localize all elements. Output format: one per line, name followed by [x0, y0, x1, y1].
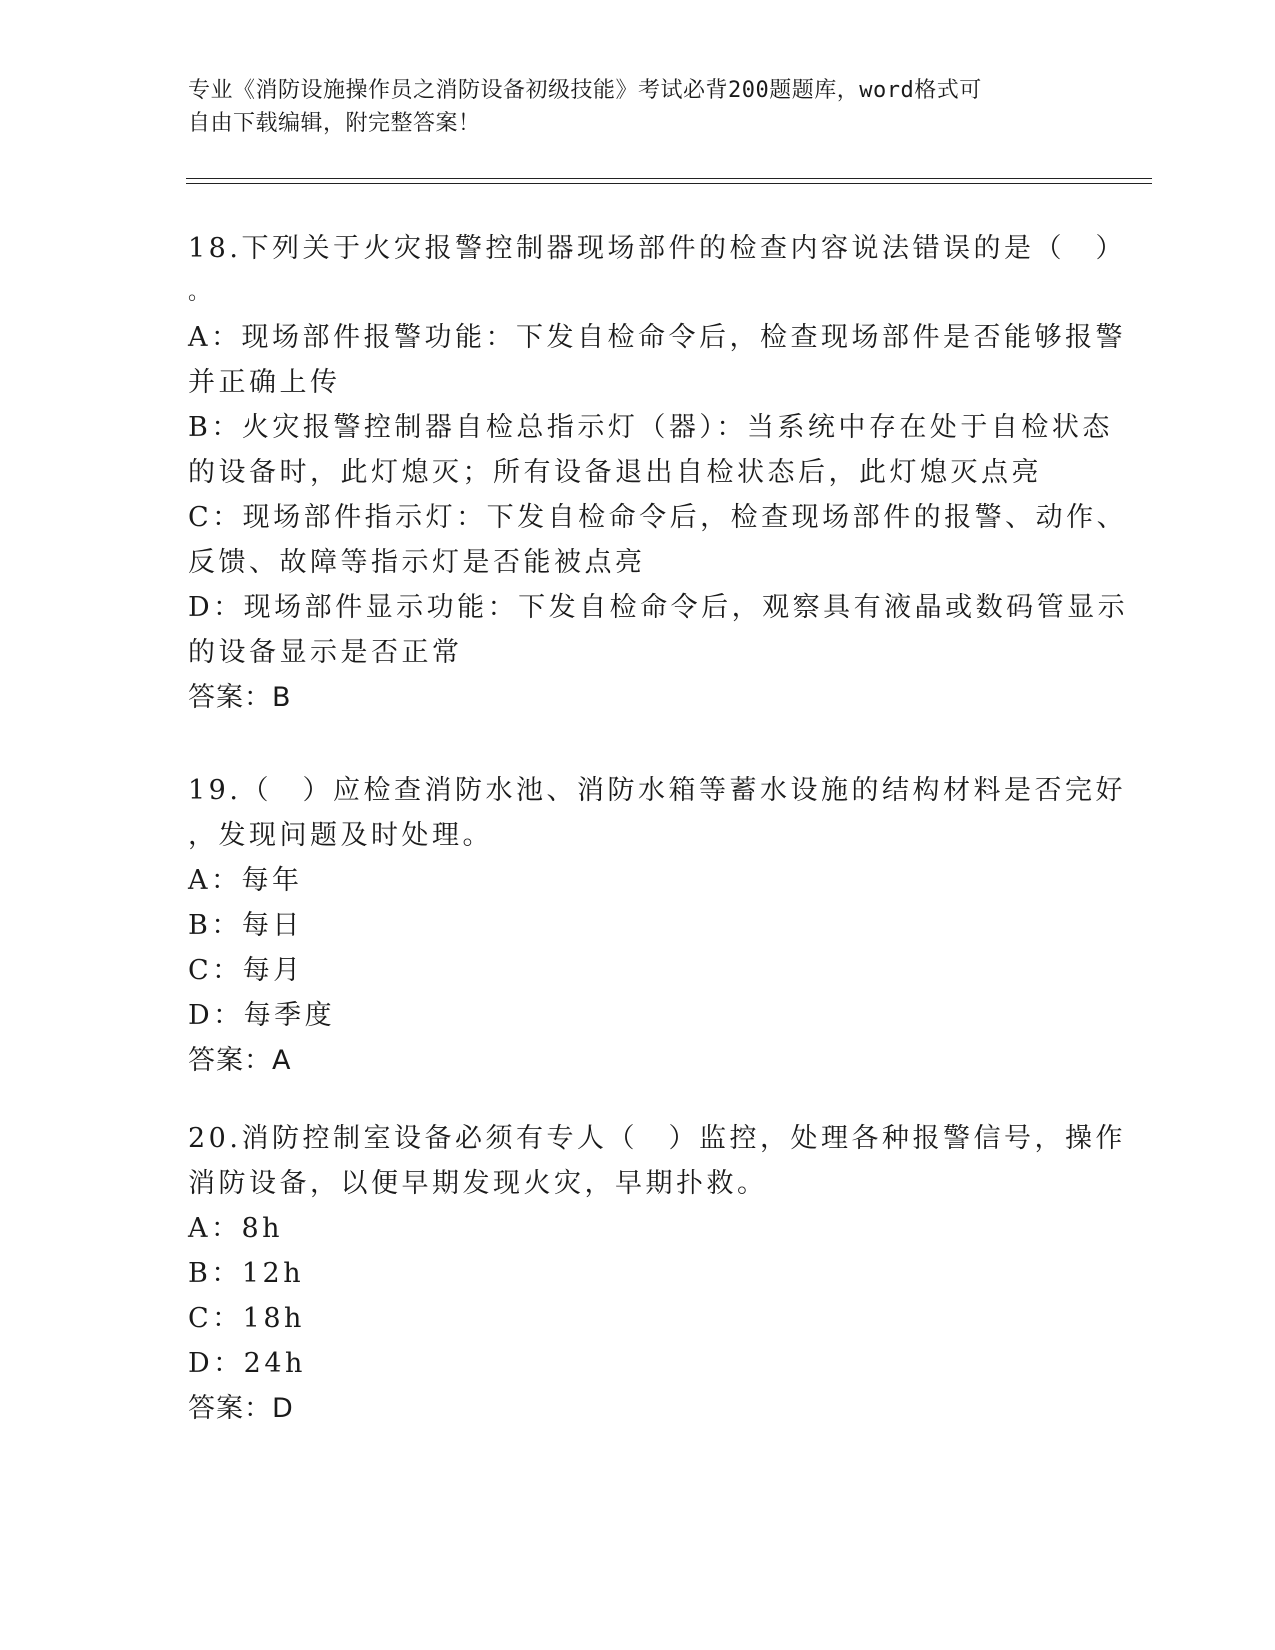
- question-stem: [188, 226, 1126, 315]
- question-stem: [188, 1116, 1126, 1206]
- option-b: [188, 1251, 1068, 1296]
- document-header: [188, 74, 1068, 140]
- option-line: C：每月: [188, 955, 304, 986]
- stem-line: 消防设备，以便早期发现火灾，早期扑救。: [188, 1168, 768, 1199]
- option-c: [188, 1296, 1068, 1341]
- option-line: 并正确上传: [188, 367, 341, 398]
- option-line: D：每季度: [188, 1000, 336, 1031]
- option-line: B：每日: [188, 910, 303, 941]
- option-line: A：现场部件报警功能：下发自检命令后，检查现场部件是否能够报警: [188, 322, 1126, 353]
- option-d: [188, 1341, 1068, 1386]
- option-b: [188, 405, 1113, 495]
- stem-line: 18.下列关于火灾报警控制器现场部件的检查内容说法错误的是（ ）: [188, 233, 1126, 264]
- option-b: [188, 903, 1068, 948]
- option-a: [188, 315, 1126, 405]
- question-20: [188, 1116, 1126, 1432]
- option-line: D：24h: [188, 1348, 306, 1379]
- option-d: [188, 993, 1068, 1038]
- answer-label: 答案：D: [188, 1393, 294, 1424]
- stem-line: 。: [188, 280, 214, 305]
- header-line-2: 自由下载编辑，附完整答案！: [188, 111, 481, 136]
- option-a: [188, 858, 1068, 903]
- question-18: [188, 226, 1129, 721]
- answer-label: 答案：A: [188, 1045, 292, 1076]
- header-line-1: 专业《消防设施操作员之消防设备初级技能》考试必背200题题库，word格式可: [188, 78, 982, 103]
- stem-line: 19.（ ）应检查消防水池、消防水箱等蓄水设施的结构材料是否完好: [188, 775, 1126, 806]
- question-19: [188, 768, 1126, 1084]
- option-line: 的设备显示是否正常: [188, 637, 463, 668]
- option-c: [188, 948, 1068, 993]
- option-line: B：火灾报警控制器自检总指示灯（器）：当系统中存在处于自检状态: [188, 412, 1113, 443]
- option-a: [188, 1206, 1068, 1251]
- question-stem: [188, 768, 1126, 858]
- option-line: B：12h: [188, 1258, 305, 1289]
- header-divider-top: [186, 178, 1152, 179]
- option-line: 的设备时，此灯熄灭；所有设备退出自检状态后，此灯熄灭点亮: [188, 457, 1042, 488]
- stem-line: 20.消防控制室设备必须有专人（ ）监控，处理各种报警信号，操作: [188, 1123, 1126, 1154]
- option-line: A：8h: [188, 1213, 284, 1244]
- stem-line: ，发现问题及时处理。: [188, 820, 493, 851]
- option-line: C：18h: [188, 1303, 305, 1334]
- answer-label: 答案：B: [188, 682, 292, 713]
- header-divider-bottom: [186, 183, 1152, 184]
- option-line: D：现场部件显示功能：下发自检命令后，观察具有液晶或数码管显示: [188, 592, 1129, 623]
- option-c: [188, 495, 1128, 585]
- option-line: A：每年: [188, 865, 303, 896]
- option-line: 反馈、故障等指示灯是否能被点亮: [188, 547, 646, 578]
- option-d: [188, 585, 1129, 675]
- option-line: C：现场部件指示灯：下发自检命令后，检查现场部件的报警、动作、: [188, 502, 1128, 533]
